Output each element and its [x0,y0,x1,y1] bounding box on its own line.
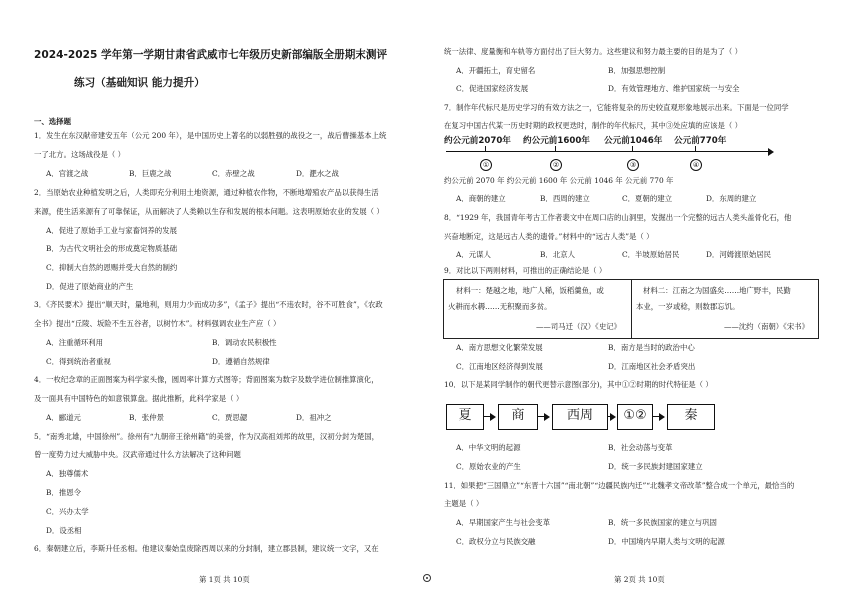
q9-opt-b: B．南方是当时的政治中心 [608,343,695,352]
section-heading: 一、选择题 [34,117,71,126]
q6-opt-a: A．开疆拓土，育史留名 [456,66,536,75]
q11-line-1: 11．如果把“三国鼎立”“东晋十六国”“南北朝”“边疆民族内迁”“北魏孝文帝改革”整合成一个单元，最恰当的 [444,481,795,490]
q4-line-2: 及一面具有中国特色的如意银算盘。据此推断，此科学家是（ ） [34,394,244,403]
q1-line-1: 1．发生在东汉献帝建安五年（公元 200 年），是中国历史上著名的以弱胜强的战役之一，战后曹操基本上统 [34,131,387,140]
q11-line-2: 主题是（ ） [444,499,484,508]
q7-opt-c: C．夏朝的建立 [622,194,672,203]
q7-opt-a: A．商朝的建立 [456,194,506,203]
q8-opt-d: D．河姆渡原始居民 [706,250,772,259]
page-footer-2: 第 2页 共 10页 [614,575,665,584]
timeline-mark-3: ③ [627,159,639,171]
q1-opt-d: D．淝水之战 [296,169,339,178]
q4-opt-c: C．贾思勰 [212,413,248,422]
dynasty-box-periods: ①② [617,404,653,430]
q9-line: 9．对比以下两则材料，可推出的正确结论是（ ） [444,266,607,275]
q4-line-1: 4．一枚纪念章的正面图案为科学家头像，圆周率计算方式图等；背面图案为数字及数学进位制推算演化， [34,375,379,384]
q10-opt-d: D．统一多民族封建国家建立 [608,462,703,471]
material-2-line-2: 本业，一岁或稔，则数郡忘饥。 [636,302,740,311]
q3-line-1: 3．《齐民要术》提出“顺天时，量地利，则用力少而成功多”，《孟子》提出“不违农时，谷不可胜食”，《农政 [34,300,383,309]
material-2-source: ——沈约（南朝）《宋书》 [724,322,809,331]
q5-opt-b: B．推恩令 [46,488,81,497]
q6-opt-c: C．促进国家经济发展 [456,84,529,93]
q2-opt-a: A．促进了原始手工业与家畜饲养的发展 [46,226,177,235]
q7-line-1: 7．制作年代标尺是历史学习的有效方法之一，它能将复杂的历史较直观形象地展示出来。下面是一位同学 [444,103,789,112]
dynasty-box-xizhou: 西周 [552,404,608,430]
material-1-line-1: 材料一：楚越之地，地广人稀，饭稻羹鱼，或 [456,286,604,295]
q4-opt-b: B．张仲景 [129,413,164,422]
q5-opt-a: A．独尊儒术 [46,469,89,478]
dynasty-arrow-3 [608,416,614,417]
dynasty-box-xia: 夏 [446,404,484,430]
q2-line-1: 2．当原始农业种植发明之后，人类即充分利用土地资源，通过种植农作物，不断地增殖农产品以获得生活 [34,188,379,197]
q10-line: 10．以下是某同学制作的朝代更替示意图(部分)，其中①②时期的时代特征是（ ） [444,380,713,389]
timeline-label-1: 约公元前2070年 [444,136,511,146]
timeline-mark-1: ① [480,159,492,171]
timeline-label-2: 约公元前1600年 [523,136,590,146]
q4-opt-a: A．郦道元 [46,413,81,422]
dynasty-box-shang: 商 [498,404,538,430]
material-1-line-2: 火耕而水耨……无积聚而多贫。 [448,302,552,311]
material-2-line-1: 材料二：江南之为国盛矣……地广野丰，民勤 [643,286,791,295]
q10-opt-a: A．中华文明的起源 [456,443,521,452]
timeline-mark-2: ② [550,159,562,171]
q5-opt-d: D．设丞相 [46,526,82,535]
q3-opt-d: D．遵循自然规律 [212,357,270,366]
q5-line-1: 5．“南秀北雄，中国徐州”。徐州有“九朝帝王徐州籍”的美誉，作为汉高祖刘邦的故里，汉初分封为楚国， [34,432,380,441]
q2-line-2: 来源，使生活来源有了可靠保证，从而解决了人类赖以生存和发展的根本问题。这表明原始农业的发展（ ） [34,207,384,216]
q6-opt-d: D．有效管理地方、维护国家统一与安全 [608,84,740,93]
q11-opt-c: C．政权分立与民族交融 [456,537,536,546]
q6-opt-b: B．加强思想控制 [608,66,666,75]
timeline-tick-1 [485,146,486,152]
q3-opt-a: A．注重循环利用 [46,338,104,347]
q1-opt-b: B．巨鹿之战 [129,169,172,178]
q11-opt-a: A．早期国家产生与社会变革 [456,518,551,527]
q2-opt-d: D．促进了原始商业的产生 [46,282,134,291]
q11-opt-d: D．中国境内早期人类与文明的起源 [608,537,725,546]
q1-line-2: 一了北方。这场战役是（ ） [34,150,126,159]
material-1-source: ——司马迁（汉）《史记》 [536,322,621,331]
q9-opt-a: A．南方思想文化繁荣发展 [456,343,543,352]
q8-opt-b: B．北京人 [540,250,575,259]
q11-opt-b: B．统一多民族国家的建立与巩固 [608,518,717,527]
q7-opt-d: D．东周的建立 [706,194,757,203]
q8-line-1: 8．“1929 年，我国青年考古工作者裴文中在周口店的山洞里，发掘出一个完整的远古人类头盖骨化石，他 [444,213,792,222]
q7-line-2: 在复习中国古代某一历史时期的政权更迭时，制作的年代标尺，其中③处应填的应该是（ ） [444,121,742,130]
q2-opt-c: C．抑制大自然的恩赐并受大自然的制约 [46,263,178,272]
q8-opt-c: C．半坡原始居民 [622,250,680,259]
dynasty-arrow-1 [484,416,494,417]
q3-opt-c: C．得到统治者重视 [46,357,111,366]
timeline-note: 约公元前 2070 年 约公元前 1600 年 公元前 1046 年 公元前 770 年 [444,176,674,185]
q10-opt-b: B．社会动荡与变革 [608,443,673,452]
q9-opt-c: C．江南地区经济得到发展 [456,362,543,371]
q4-opt-d: D．祖冲之 [296,413,332,422]
q8-line-2: 兴奋地断定，这是远古人类的遗骨。”材料中的“远古人类”是（ ） [444,232,654,241]
q9-opt-d: D．江南地区社会矛盾突出 [608,362,696,371]
q1-opt-c: C．赤壁之战 [212,169,255,178]
q5-opt-c: C．兴办太学 [46,507,89,516]
q3-opt-b: B．调动农民积极性 [212,338,277,347]
timeline-tick-4 [695,146,696,152]
dynasty-arrow-4 [653,416,663,417]
q6-line-1: 6．秦朝建立后，李斯升任丞相。他建议秦始皇废除西周以来的分封制，建立郡县制，建议统一文字，又在 [34,544,379,553]
q8-opt-a: A．元谋人 [456,250,491,259]
binding-hole-icon [423,574,431,582]
timeline-tick-3 [632,146,633,152]
q2-opt-b: B．为古代文明社会的形成奠定物质基础 [46,244,178,253]
timeline-label-3: 公元前1046年 [604,136,663,146]
q6-line-2: 统一法律、度量衡和车轨等方面付出了巨大努力。这些建议和努力最主要的目的是为了（ ） [444,47,742,56]
title-line-1: 2024-2025 学年第一学期甘肃省武威市七年级历史新部编版全册期末测评 [34,49,388,61]
q5-line-2: 曾一度势力过大威胁中央。汉武帝通过什么方法解决了这种问题 [34,450,241,459]
timeline-mark-4: ④ [690,159,702,171]
title-line-2: 练习（基础知识 能力提升） [74,77,205,89]
dynasty-arrow-2 [538,416,548,417]
q7-opt-b: B．西周的建立 [540,194,590,203]
q10-opt-c: C．原始农业的产生 [456,462,521,471]
timeline-axis [446,151,772,152]
q3-line-2: 全书》提出“丘陵、坂险不生五谷者，以树竹木”。材料强调农业生产应（ ） [34,319,281,328]
timeline-tick-2 [555,146,556,152]
page-footer-1: 第 1页 共 10页 [199,575,250,584]
timeline-label-4: 公元前770年 [674,136,727,146]
q1-opt-a: A．官渡之战 [46,169,89,178]
dynasty-box-qin: 秦 [667,404,715,430]
